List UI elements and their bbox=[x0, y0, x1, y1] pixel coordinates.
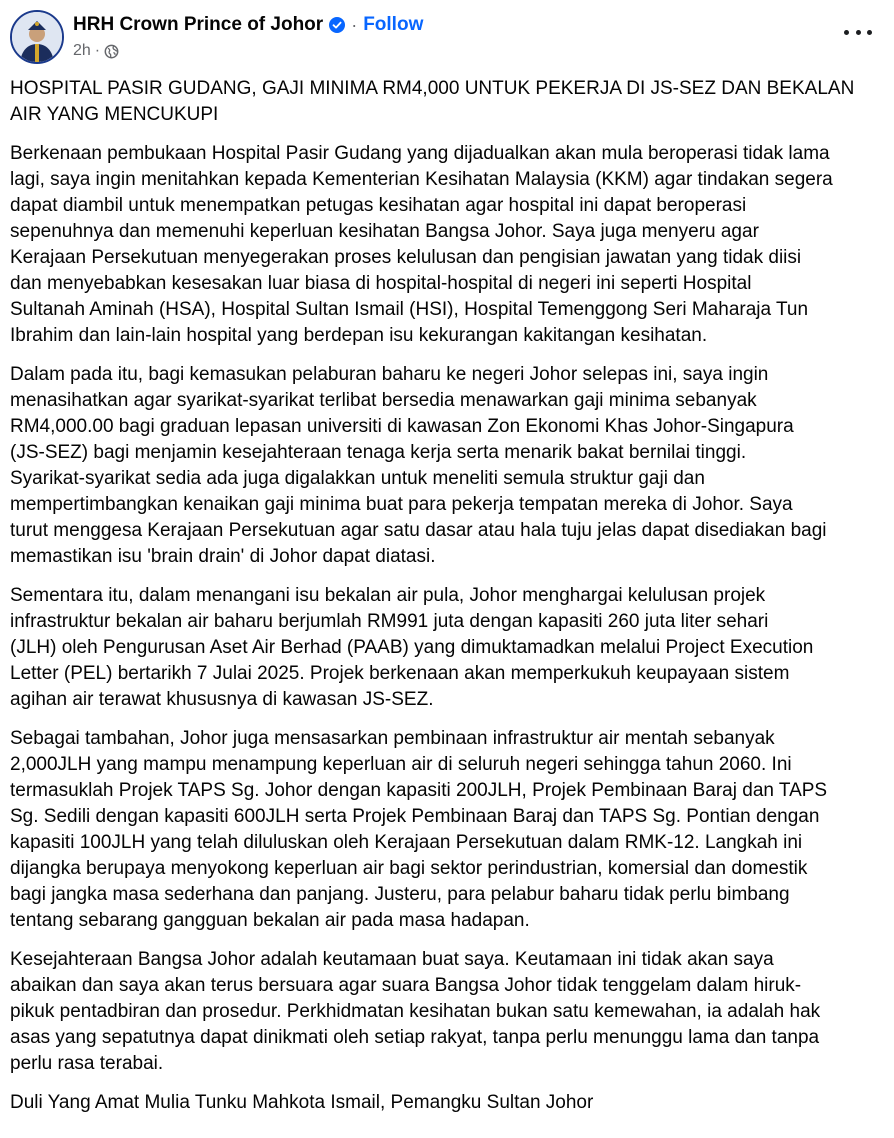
author-name[interactable]: HRH Crown Prince of Johor bbox=[73, 14, 324, 35]
post-paragraph: Sebagai tambahan, Johor juga mensasarkan pembinaan infrastruktur air mentah sebanyak 2,000JLH yang mampu menampung keperluan air di seluruh negeri sehingga tahun 2060. Ini termasuklah Projek TAPS Sg. Johor dengan kapasiti 200JLH, Projek Pembinaan Baraj dan TAPS Sg. Sedili dengan kapasiti 600JLH serta Projek Pembinaan Baraj dan TAPS Sg. Pontian dengan kapasiti 100JLH yang telah diluluskan oleh Kerajaan Persekutuan dalam RMK-12. Langkah ini dijangka berupaya menyokong keperluan air bagi sektor perindustrian, komersial dan domestik bagi jangka masa sederhana dan panjang. Justeru, para pelabur baharu tidak perlu bimbang tentang sebarang gangguan bekalan air pada masa hadapan. bbox=[10, 728, 828, 931]
post-meta bbox=[73, 41, 119, 61]
more-dot bbox=[867, 30, 872, 35]
meta-separator: · bbox=[94, 42, 101, 59]
post-timestamp[interactable]: 2h bbox=[73, 42, 91, 59]
post-body bbox=[10, 76, 888, 1129]
more-options-icon[interactable] bbox=[844, 24, 872, 40]
post-paragraph: Berkenaan pembukaan Hospital Pasir Gudang yang dijadualkan akan mula beroperasi tidak lama lagi, saya ingin menitahkan kepada Kementerian Kesihatan Malaysia (KKM) agar tindakan segera dapat diambil untuk menempatkan petugas kesihatan agar hospital ini dapat beroperasi sepenuhnya dan memenuhi keperluan kesihatan Bangsa Johor. Saya juga menyeru agar Kerajaan Persekutuan menyegerakan proses kelulusan dan pengisian jawatan yang tidak diisi dan menyebabkan kesesakan luar biasa di hospital-hospital di negeri ini seperti Hospital Sultanah Aminah (HSA), Hospital Sultan Ismail (HSI), Hospital Temenggong Seri Maharaja Tun Ibrahim dan lain-lain hospital yang berdepan isu kekurangan kakitangan kesihatan. bbox=[10, 143, 833, 346]
post-paragraph: Kesejahteraan Bangsa Johor adalah keutamaan buat saya. Keutamaan ini tidak akan saya abaikan dan saya akan terus bersuara agar suara Bangsa Johor tidak tenggelam dalam hiruk- pikuk pentadbiran dan prosedur. Perkhidmatan kesihatan bukan satu kemewahan, ia adalah hak asas yang sepatutnya dapat dinikmati oleh setiap rakyat, tanpa perlu menunggu lama dan tanpa perlu rasa terabai. bbox=[10, 949, 821, 1074]
more-dot bbox=[844, 30, 849, 35]
verified-badge-icon bbox=[329, 17, 345, 33]
post-signature: Duli Yang Amat Mulia Tunku Mahkota Ismail, Pemangku Sultan Johor bbox=[10, 1092, 594, 1113]
post-paragraph: Sementara itu, dalam menangani isu bekalan air pula, Johor menghargai kelulusan projek infrastruktur bekalan air baharu berjumlah RM991 juta dengan kapasiti 260 juta liter sehari (JLH) oleh Pengurusan Aset Air Berhad (PAAB) yang dimuktamadkan melalui Project Execution Letter (PEL) bertarikh 7 Julai 2025. Projek berkenaan akan memperkukuh keupayaan sistem agihan air terawat khususnya di kawasan JS-SEZ. bbox=[10, 585, 814, 710]
more-dot bbox=[856, 30, 861, 35]
post-header bbox=[10, 10, 884, 66]
name-line bbox=[73, 13, 423, 37]
name-separator: · bbox=[351, 14, 358, 35]
follow-button[interactable]: Follow bbox=[363, 14, 424, 35]
avatar-portrait-icon bbox=[12, 12, 62, 62]
avatar[interactable] bbox=[10, 10, 64, 64]
globe-icon[interactable] bbox=[104, 44, 119, 59]
post-title: HOSPITAL PASIR GUDANG, GAJI MINIMA RM4,000 UNTUK PEKERJA DI JS-SEZ DAN BEKALAN AIR YANG MENCUKUPI bbox=[10, 78, 855, 125]
post-paragraph: Dalam pada itu, bagi kemasukan pelaburan baharu ke negeri Johor selepas ini, saya ingin menasihatkan agar syarikat-syarikat terlibat bersedia menawarkan gaji minima sebanyak RM4,000.00 bagi graduan lepasan universiti di kawasan Zon Ekonomi Khas Johor-Singapura (JS-SEZ) bagi menjamin kesejahteraan tenaga kerja serta menarik bakat bernilai tinggi. Syarikat-syarikat sedia ada juga digalakkan untuk meneliti semula struktur gaji dan mempertimbangkan kenaikan gaji minima buat para pekerja tempatan mereka di Johor. Saya turut menggesa Kerajaan Persekutuan agar satu dasar atau hala tuju jelas dapat disediakan bagi memastikan isu 'brain drain' di Johor dapat diatasi. bbox=[10, 364, 827, 567]
